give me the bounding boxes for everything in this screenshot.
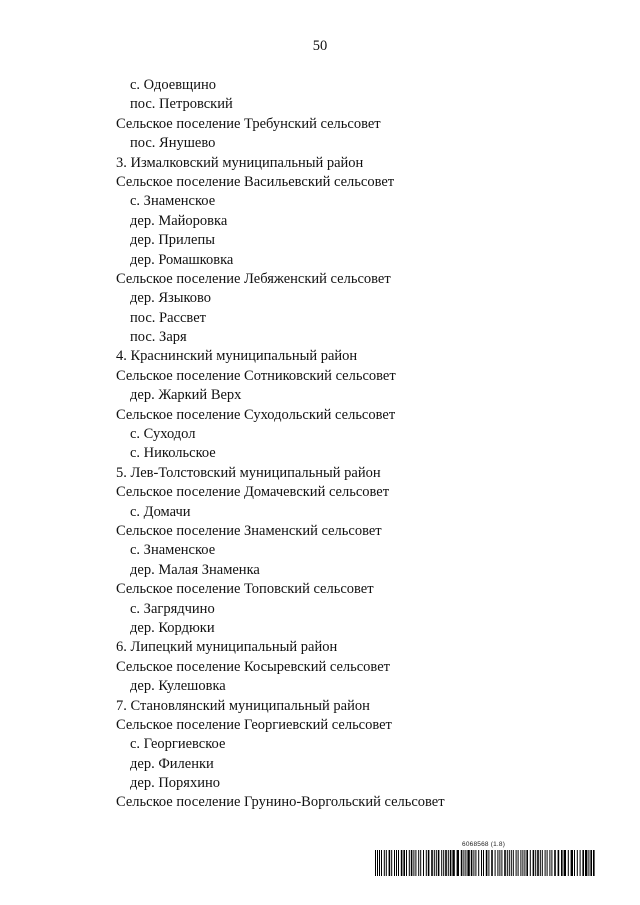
settlement-line: с. Загрядчино: [130, 600, 215, 617]
settlement-line: с. Суходол: [130, 426, 196, 443]
heading-line: 6. Липецкий муниципальный район: [116, 639, 338, 656]
heading-line: Сельское поселение Сотниковский сельсовет: [116, 367, 396, 384]
settlement-line: с. Одоевщино: [130, 77, 216, 93]
settlement-line: пос. Заря: [130, 329, 187, 346]
heading-line: 5. Лев-Толстовский муниципальный район: [116, 464, 381, 481]
settlement-line: с. Никольское: [130, 445, 216, 462]
heading-line: Сельское поселение Георгиевский сельсовет: [116, 716, 392, 733]
settlement-line: пос. Янушево: [130, 135, 216, 152]
settlement-line: с. Георгиевское: [130, 736, 226, 753]
heading-line: Сельское поселение Знаменский сельсовет: [116, 522, 382, 539]
settlement-line: дер. Ромашковка: [130, 251, 234, 268]
document-body: [116, 76, 445, 813]
heading-line: Сельское поселение Требунский сельсовет: [116, 115, 381, 132]
settlement-line: с. Домачи: [130, 503, 191, 520]
heading-line: Сельское поселение Топовский сельсовет: [116, 581, 374, 598]
settlement-line: пос. Петровский: [130, 96, 233, 113]
page-number: 50: [312, 38, 328, 54]
settlement-line: дер. Прилепы: [130, 232, 215, 249]
settlement-line: дер. Филенки: [130, 755, 214, 772]
settlement-line: дер. Малая Знаменка: [130, 561, 260, 578]
settlement-line: дер. Кулешовка: [130, 678, 226, 695]
heading-line: 3. Измалковский муниципальный район: [116, 154, 364, 171]
heading-line: Сельское поселение Косыревский сельсовет: [116, 658, 390, 675]
heading-line: 7. Становлянский муниципальный район: [116, 697, 370, 714]
heading-line: Сельское поселение Грунино-Воргольский сельсовет: [116, 794, 445, 811]
settlement-line: дер. Языково: [130, 290, 212, 307]
settlement-line: с. Знаменское: [130, 542, 216, 559]
settlement-line: дер. Майоровка: [130, 212, 228, 229]
settlement-line: пос. Рассвет: [130, 309, 206, 326]
settlement-line: дер. Поряхино: [130, 775, 220, 792]
heading-line: Сельское поселение Лебяженский сельсовет: [116, 270, 391, 287]
settlement-line: с. Знаменское: [130, 193, 216, 210]
barcode: [375, 850, 595, 876]
heading-line: Сельское поселение Суходольский сельсовет: [116, 406, 396, 423]
settlement-line: дер. Кордюки: [130, 619, 215, 636]
heading-line: Сельское поселение Васильевский сельсовет: [116, 173, 395, 190]
heading-line: Сельское поселение Домачевский сельсовет: [116, 484, 390, 501]
heading-line: 4. Краснинский муниципальный район: [116, 348, 358, 365]
settlement-line: дер. Жаркий Верх: [130, 387, 242, 404]
document-code: 6068568 (1.8): [462, 841, 506, 848]
